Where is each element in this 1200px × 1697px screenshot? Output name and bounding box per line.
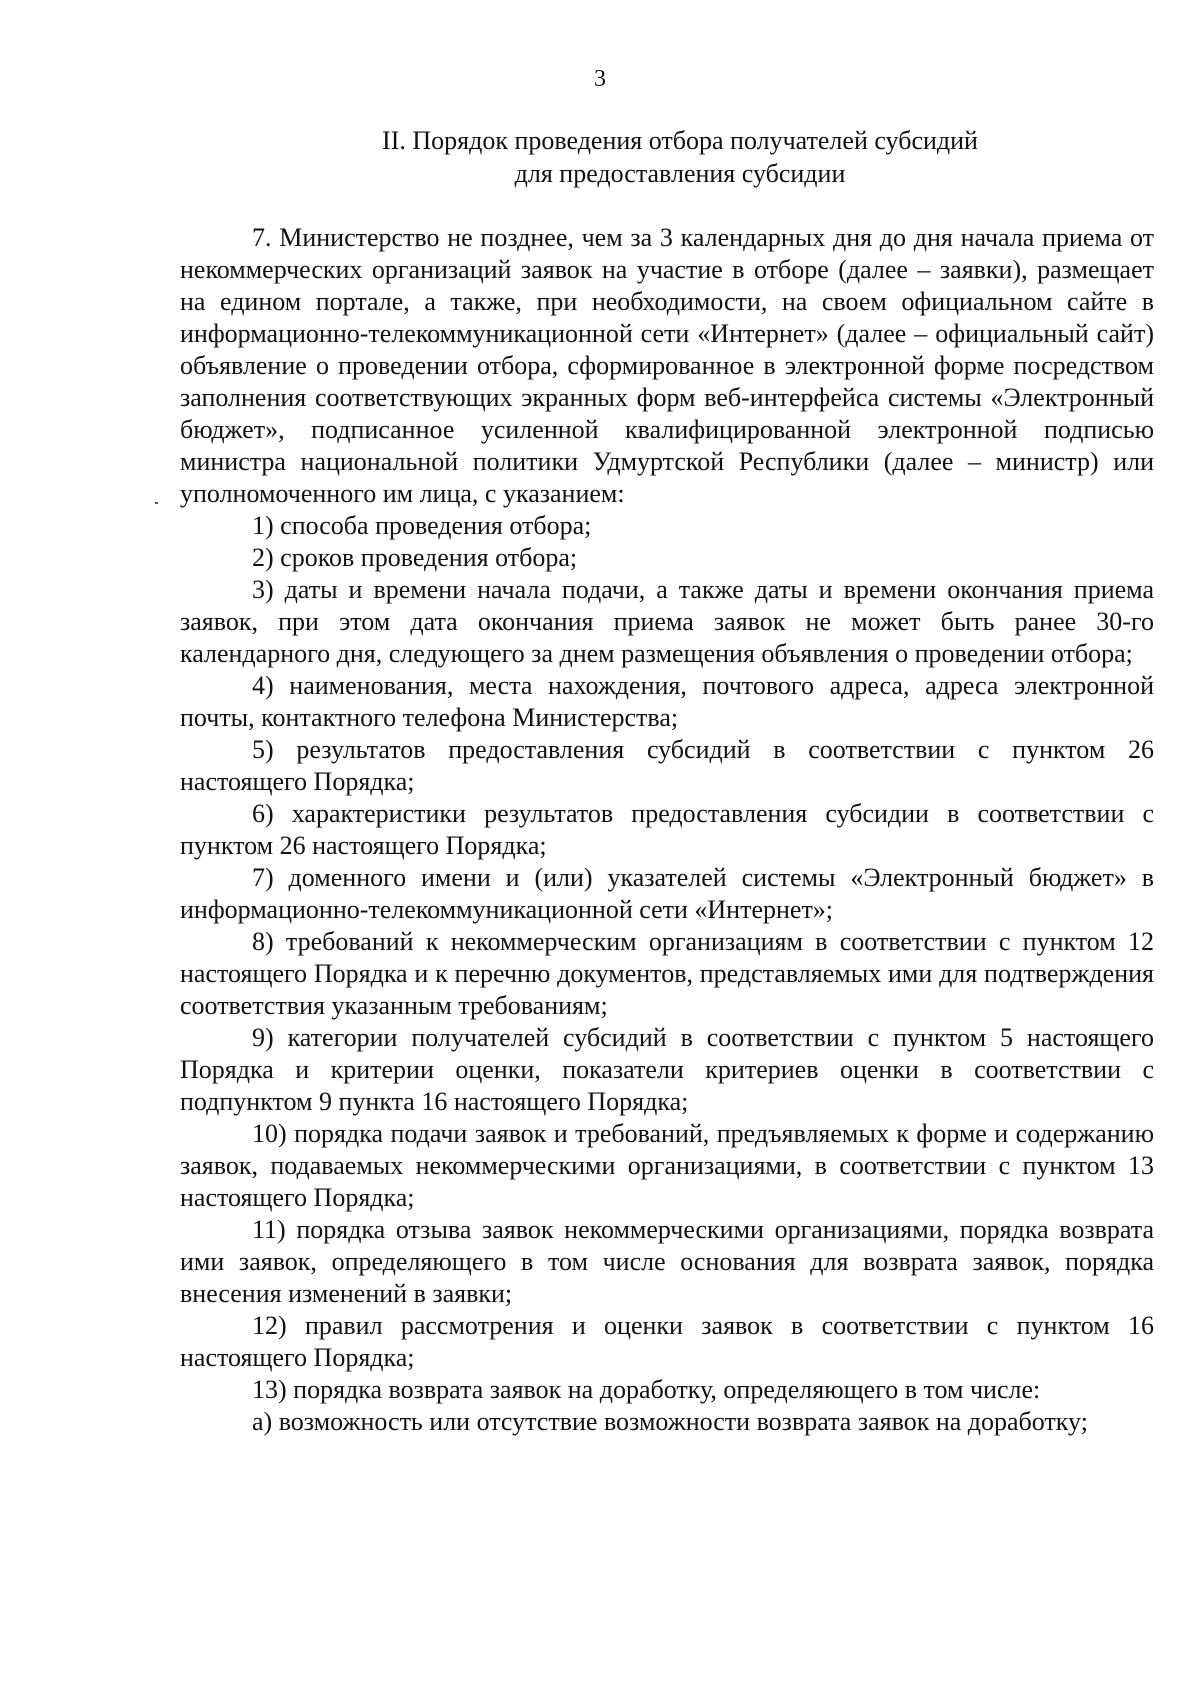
list-item-5: 5) результатов предоставления субсидий в соответствии с пунктом 26 настоящего Порядка; [180, 735, 1154, 796]
list-item-2: 2) сроков проведения отбора; [252, 543, 578, 572]
list-item-7: 7) доменного имени и (или) указателей системы «Электронный бюджет» в информационно-телекоммуникационной сети «Интернет»; [180, 863, 1154, 924]
section-title-line: для предоставления субсидии [514, 159, 846, 188]
section-title-line: II. Порядок проведения отбора получателей субсидий [382, 126, 978, 155]
list-item-12: 12) правил рассмотрения и оценки заявок в соответствии с пунктом 16 настоящего Порядка; [180, 1311, 1154, 1372]
list-item-a: а) возможность или отсутствие возможности возврата заявок на доработку; [252, 1407, 1088, 1436]
list-item-4: 4) наименования, места нахождения, почтового адреса, адреса электронной почты, контактного телефона Министерства; [180, 671, 1154, 732]
list-item-11: 11) порядка отзыва заявок некоммерческими организациями, порядка возврата ими заявок, определяющего в том числе основания для возврата заявок, порядка внесения изменений в заявки; [180, 1215, 1154, 1308]
list-item-13: 13) порядка возврата заявок на доработку, определяющего в том числе: [252, 1375, 1041, 1404]
list-item-3: 3) даты и времени начала подачи, а также даты и времени окончания приема заявок, при этом дата окончания приема заявок не может быть ранее 30-го календарного дня, следующего за днем размещения объявления о проведении отбора; [180, 575, 1154, 668]
list-item-1: 1) способа проведения отбора; [252, 511, 592, 540]
scan-artifact-mark [155, 502, 158, 504]
list-item-10: 10) порядка подачи заявок и требований, предъявляемых к форме и содержанию заявок, подаваемых некоммерческими организациями, в соответствии с пунктом 13 настоящего Порядка; [180, 1119, 1154, 1212]
list-item-6: 6) характеристики результатов предоставления субсидии в соответствии с пунктом 26 настоящего Порядка; [180, 799, 1154, 860]
section-title [180, 124, 1180, 190]
document-body [180, 222, 1154, 1438]
page-number: 3 [594, 66, 606, 92]
list-item-9: 9) категории получателей субсидий в соответствии с пунктом 5 настоящего Порядка и критерии оценки, показатели критериев оценки в соответствии с подпунктом 9 пункта 16 настоящего Порядка; [180, 1023, 1154, 1116]
paragraph-item-7: 7. Министерство не позднее, чем за 3 календарных дня до дня начала приема от некоммерческих организаций заявок на участие в отборе (далее – заявки), размещает на едином портале, а также, при необходимости, на своем официальном сайте в информационно-телекоммуникационной сети «Интернет» (далее – официальный сайт) объявление о проведении отбора, сформированное в электронной форме посредством заполнения соответствующих экранных форм веб-интерфейса системы «Электронный бюджет», подписанное усиленной квалифицированной электронной подписью министра национальной политики Удмуртской Республики (далее – министр) или уполномоченного им лица, с указанием: [180, 223, 1154, 508]
list-item-8: 8) требований к некоммерческим организациям в соответствии с пунктом 12 настоящего Порядка и к перечню документов, представляемых ими для подтверждения соответствия указанным требованиям; [180, 927, 1154, 1020]
